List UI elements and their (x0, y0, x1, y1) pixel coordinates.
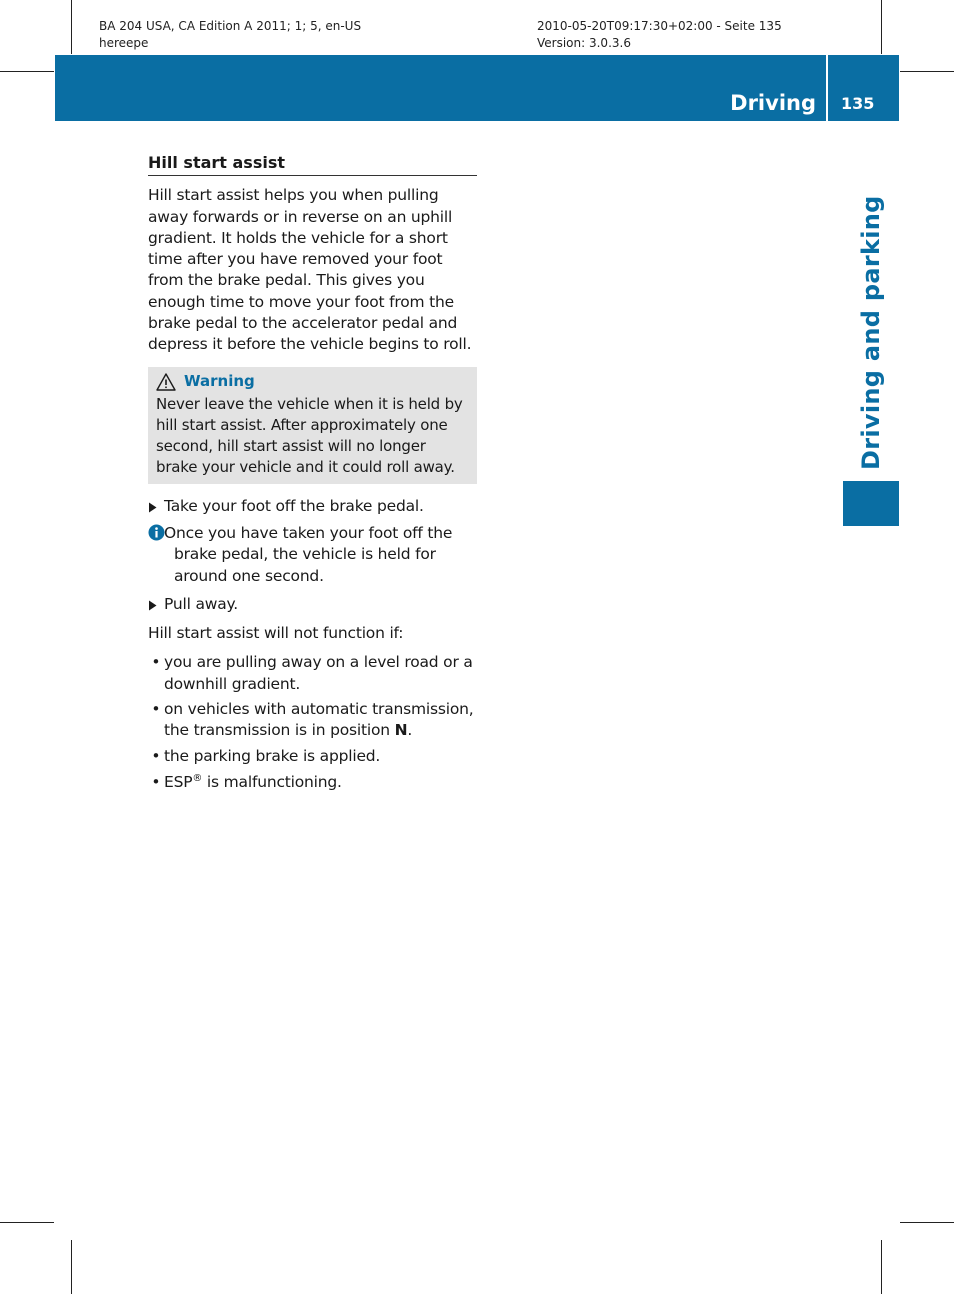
registered-mark: ® (192, 772, 203, 784)
crop-mark (881, 1240, 882, 1294)
step-item (148, 594, 477, 615)
bullet-dot: • (151, 772, 161, 791)
step-item (148, 496, 477, 517)
warning-box (148, 367, 477, 484)
info-text: Once you have taken your foot off the brake pedal, the vehicle is held for around one second. (164, 523, 453, 585)
list-item (148, 699, 477, 742)
list-item-text-end: is malfunctioning. (202, 772, 342, 791)
header-separator (826, 55, 828, 121)
warning-text: Never leave the vehicle when it is held by hill start assist. After approximately one second, hill start assist will no longer brake your vehicle and it could roll away. (156, 394, 463, 476)
step-arrow-icon (148, 496, 164, 513)
chapter-title: Driving (730, 91, 816, 115)
crop-mark (71, 1240, 72, 1294)
info-icon (148, 523, 164, 587)
print-meta-right-line1: 2010-05-20T09:17:30+02:00 - Seite 135 (537, 19, 782, 33)
crop-mark (0, 1222, 54, 1223)
list-item (148, 746, 477, 767)
crop-mark (900, 71, 954, 72)
content-column (148, 152, 477, 793)
list-item (148, 652, 477, 695)
bullet-dot: • (151, 653, 161, 672)
print-meta-right (537, 18, 782, 52)
print-meta-left (99, 18, 361, 52)
list-item-text: the parking brake is applied. (164, 746, 381, 765)
list-item-text-main: on vehicles with automatic transmission, the transmission is in position (164, 700, 474, 740)
page-number: 135 (841, 94, 875, 113)
crop-mark (0, 71, 54, 72)
bullet-dot: • (151, 700, 161, 719)
side-tab-marker (843, 481, 899, 526)
step-text: Pull away. (164, 594, 239, 613)
print-meta-right-line2: Version: 3.0.3.6 (537, 36, 631, 50)
side-tab-label: Driving and parking (857, 195, 885, 470)
list-item-text (164, 772, 342, 793)
info-note (148, 523, 477, 587)
print-meta-left-line2: hereepe (99, 36, 149, 50)
warning-header (156, 370, 469, 394)
crop-mark (900, 1222, 954, 1223)
bullet-dot: • (151, 746, 161, 765)
list-item-text-end: . (407, 721, 413, 740)
warning-triangle-icon (156, 373, 176, 391)
intro-paragraph: Hill start assist helps you when pulling away forwards or in reverse on an uphill gradient. It holds the vehicle for a short time after you have removed your foot from the brake pedal. This gives you enough time to move your foot from the brake pedal to the accelerator pedal and depress it before the vehicle begins to roll. (148, 186, 472, 354)
list-item-text (164, 699, 477, 742)
esp-term: ESP (164, 772, 193, 791)
warning-title: Warning (184, 372, 255, 391)
print-meta-left-line1: BA 204 USA, CA Edition A 2011; 1; 5, en-US (99, 19, 362, 33)
crop-mark (71, 0, 72, 54)
conditions-intro: Hill start assist will not function if: (148, 624, 404, 643)
section-heading: Hill start assist (148, 152, 477, 176)
list-item (148, 772, 477, 793)
list-item-text: you are pulling away on a level road or a downhill gradient. (164, 653, 473, 693)
step-text: Take your foot off the brake pedal. (164, 496, 424, 515)
crop-mark (881, 0, 882, 54)
gear-position: N (394, 721, 408, 740)
step-arrow-icon (148, 594, 164, 611)
